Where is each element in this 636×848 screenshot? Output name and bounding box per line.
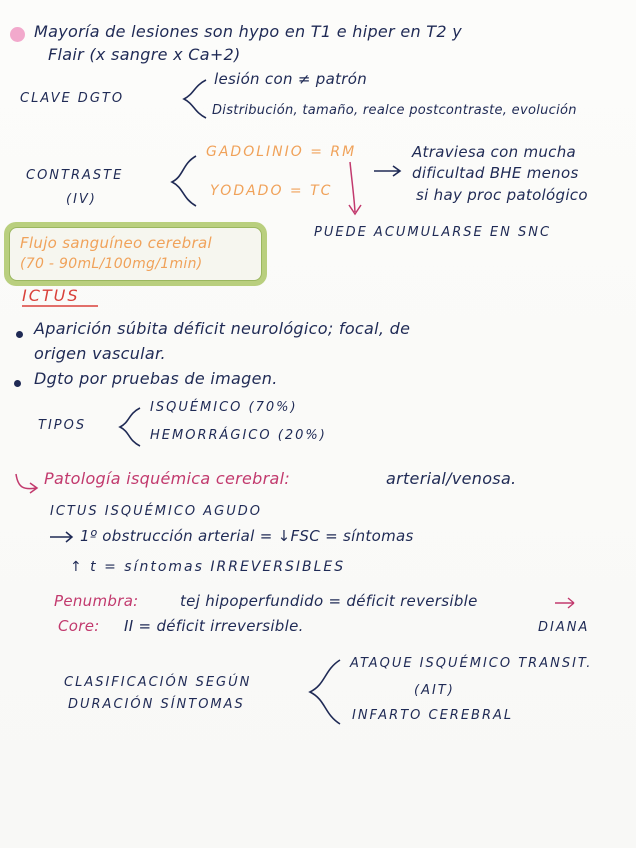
tipo-hemorragico: HEMORRÁGICO (20%) [150,428,327,443]
gadolinio-text: GADOLINIO = RM [206,144,357,160]
bullet-dot [14,380,21,387]
step-2: ↑ t = síntomas IRREVERSIBLES [70,559,346,575]
penumbra-arrow-icon [555,598,574,608]
brace-tipos [120,408,140,446]
contraste-label: CONTRASTE [26,168,124,183]
brace-clave [184,80,206,118]
tipos-label: TIPOS [38,418,87,433]
diana-text: DIANA [538,620,590,635]
contraste-note-1: Atraviesa con mucha [412,143,577,161]
hook-arrow-icon [16,474,37,493]
clave-item-2: Distribución, tamaño, realce postcontraste, evolución [212,103,577,118]
pink-bullet-icon [10,27,25,42]
core-text: II = déficit irreversible. [124,617,304,635]
clave-label: CLAVE DGTO [20,91,125,106]
arrow-down-icon [349,162,361,214]
contraste-note-3: si hay proc patológico [416,186,588,204]
flujo-line-2: (70 - 90mL/100mg/1min) [20,256,203,272]
ictus-title: ICTUS [22,286,80,305]
ictus-bullet-1a: Aparición súbita déficit neurológico; focal, de [34,319,411,338]
core-label: Core: [58,617,100,635]
arrow-right-icon [374,166,400,176]
clasificacion-line-2: DURACIÓN SÍNTOMAS [68,697,245,712]
tipo-isquemico: ISQUÉMICO (70%) [150,400,298,415]
intro-line-1: Mayoría de lesiones son hypo en T1 e hiper en T2 y [34,22,462,41]
penumbra-text: tej hipoperfundido = déficit reversible [180,592,478,610]
patologia-title: Patología isquémica cerebral: [44,469,291,488]
yodado-text: YODADO = TC [210,183,333,199]
brace-clasificacion [310,660,340,724]
bullet-dot [16,331,23,338]
opt-ait: ATAQUE ISQUÉMICO TRANSIT. [350,656,593,671]
acumula-text: PUEDE ACUMULARSE EN SNC [314,225,552,240]
clave-item-1: lesión con ≠ patrón [214,70,368,88]
patologia-suffix: arterial/venosa. [386,469,517,488]
brace-contraste [172,156,196,206]
contraste-note-2: dificultad BHE menos [412,164,579,182]
opt-infarto: INFARTO CEREBRAL [352,708,514,723]
clasificacion-line-1: CLASIFICACIÓN SEGÚN [64,675,252,690]
step-1: 1º obstrucción arterial = ↓FSC = síntomas [80,527,414,545]
ictus-agudo: ICTUS ISQUÉMICO AGUDO [50,504,263,519]
ictus-bullet-2: Dgto por pruebas de imagen. [34,369,278,388]
flujo-line-1: Flujo sanguíneo cerebral [20,234,212,252]
penumbra-label: Penumbra: [54,592,139,610]
ictus-bullet-1b: origen vascular. [34,344,166,363]
flujo-highlight-box [4,222,267,286]
intro-line-2: Flair (x sangre x Ca+2) [48,45,241,64]
step-arrow-icon [50,532,72,542]
contraste-iv: (IV) [66,192,97,207]
opt-ait-abbr: (AIT) [414,683,455,698]
